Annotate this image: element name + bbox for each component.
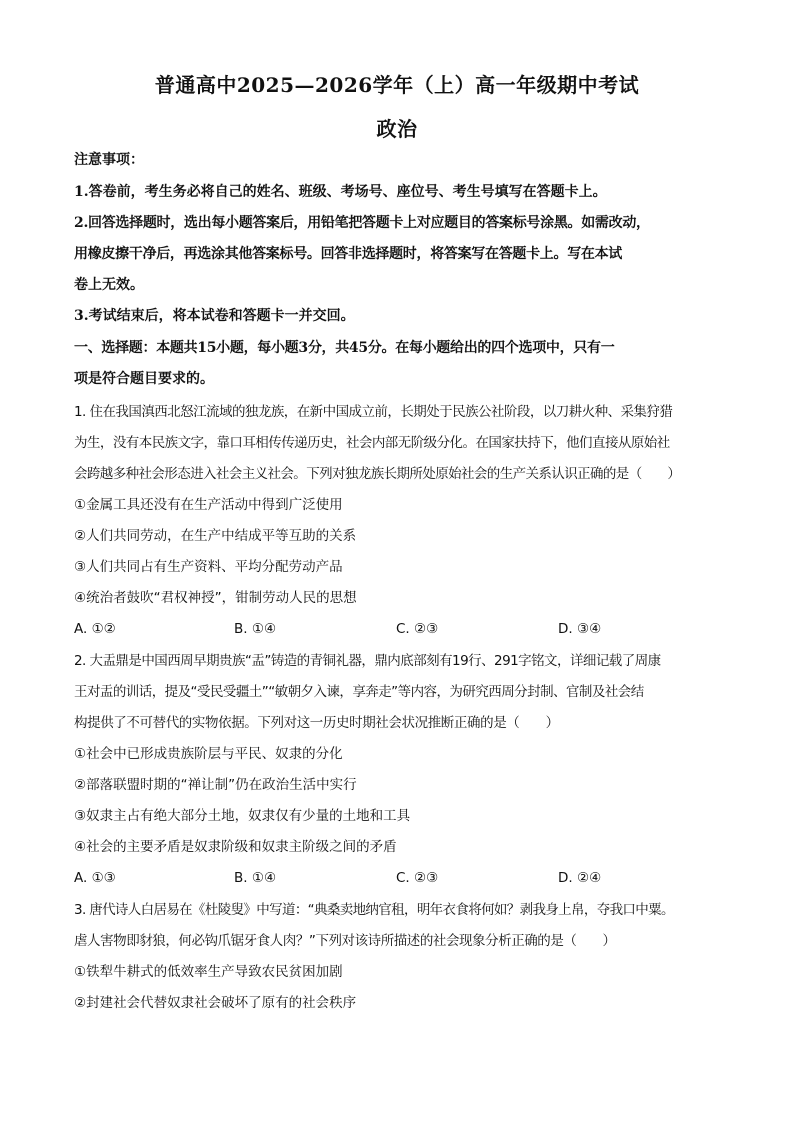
- question-1-option-d: D. ③④: [558, 621, 602, 637]
- question-2-option-b: B. ①④: [234, 870, 277, 886]
- question-1-line-1: 1. 住在我国滇西北怒江流域的独龙族，在新中国成立前，长期处于民族公社阶段，以刀耕火种、采集狩猎: [74, 404, 673, 420]
- question-1-line-2: 为生，没有本民族文字，靠口耳相传传递历史，社会内部无阶级分化。在国家扶持下，他们直接从原始社: [74, 435, 670, 451]
- question-2-line-2: 王对盂的训话，提及“受民受疆土”“敏朝夕入谏，享奔走”等内容，为研究西周分封制、官制及社会结: [74, 684, 644, 700]
- section-heading-line-1: 一、选择题：本题共15小题，每小题3分，共45分。在每小题给出的四个选项中，只有一: [74, 340, 615, 356]
- question-1-statement-1: ①金属工具还没有在生产活动中得到广泛使用: [74, 497, 343, 513]
- question-2-line-3: 构提供了不可替代的实物依据。下列对这一历史时期社会状况推断正确的是（ ）: [74, 715, 559, 731]
- question-2-statement-2: ②部落联盟时期的“禅让制”仍在政治生活中实行: [74, 777, 357, 793]
- question-3-line-1: 3. 唐代诗人白居易在《杜陵叟》中写道：“典桑卖地纳官租，明年衣食将何如？剥我身上帛，夺我口中粟。: [74, 902, 674, 918]
- question-1-statement-2: ②人们共同劳动，在生产中结成平等互助的关系: [74, 528, 357, 544]
- question-1-statement-3: ③人们共同占有生产资料、平均分配劳动产品: [74, 559, 343, 575]
- subject-title: 政治: [376, 117, 418, 141]
- question-1-statement-4: ④统治者鼓吹“君权神授”，钳制劳动人民的思想: [74, 590, 357, 606]
- notice-heading: 注意事项：: [74, 152, 144, 168]
- notice-item-2-line-2: 用橡皮擦干净后，再选涂其他答案标号。回答非选择题时，将答案写在答题卡上。写在本试: [74, 246, 622, 262]
- exam-title: 普通高中2025—2026学年（上）高一年级期中考试: [154, 73, 640, 97]
- question-2-option-a: A. ①③: [74, 870, 116, 886]
- question-3-statement-2: ②封建社会代替奴隶社会破坏了原有的社会秩序: [74, 995, 357, 1011]
- notice-item-2-line-3: 卷上无效。: [74, 277, 144, 293]
- notice-item-3: 3.考试结束后，将本试卷和答题卡一并交回。: [74, 308, 355, 324]
- question-1-option-c: C. ②③: [396, 621, 439, 637]
- question-2-option-d: D. ②④: [558, 870, 602, 886]
- question-2-line-1: 2. 大盂鼎是中国西周早期贵族“盂”铸造的青铜礼器，鼎内底部刻有19行、291字铭文，详细记载了周康: [74, 653, 661, 669]
- question-3-line-2: 虐人害物即豺狼，何必钩爪锯牙食人肉？”下列对该诗所描述的社会现象分析正确的是（ ）: [74, 933, 616, 949]
- question-2-statement-1: ①社会中已形成贵族阶层与平民、奴隶的分化: [74, 746, 343, 762]
- question-2-statement-3: ③奴隶主占有绝大部分土地，奴隶仅有少量的土地和工具: [74, 808, 411, 824]
- question-1-option-a: A. ①②: [74, 621, 116, 637]
- notice-item-2-line-1: 2.回答选择题时，选出每小题答案后，用铅笔把答题卡上对应题目的答案标号涂黑。如需改动，: [74, 215, 650, 231]
- section-heading-line-2: 项是符合题目要求的。: [74, 371, 214, 387]
- question-2-option-c: C. ②③: [396, 870, 439, 886]
- question-1-line-3: 会跨越多种社会形态进入社会主义社会。下列对独龙族长期所处原始社会的生产关系认识正确的是（ ）: [74, 466, 681, 482]
- notice-item-1: 1.答卷前，考生务必将自己的姓名、班级、考场号、座位号、考生号填写在答题卡上。: [74, 184, 607, 200]
- question-3-statement-1: ①铁犁牛耕式的低效率生产导致农民贫困加剧: [74, 964, 343, 980]
- question-2-statement-4: ④社会的主要矛盾是奴隶阶级和奴隶主阶级之间的矛盾: [74, 839, 397, 855]
- question-1-option-b: B. ①④: [234, 621, 277, 637]
